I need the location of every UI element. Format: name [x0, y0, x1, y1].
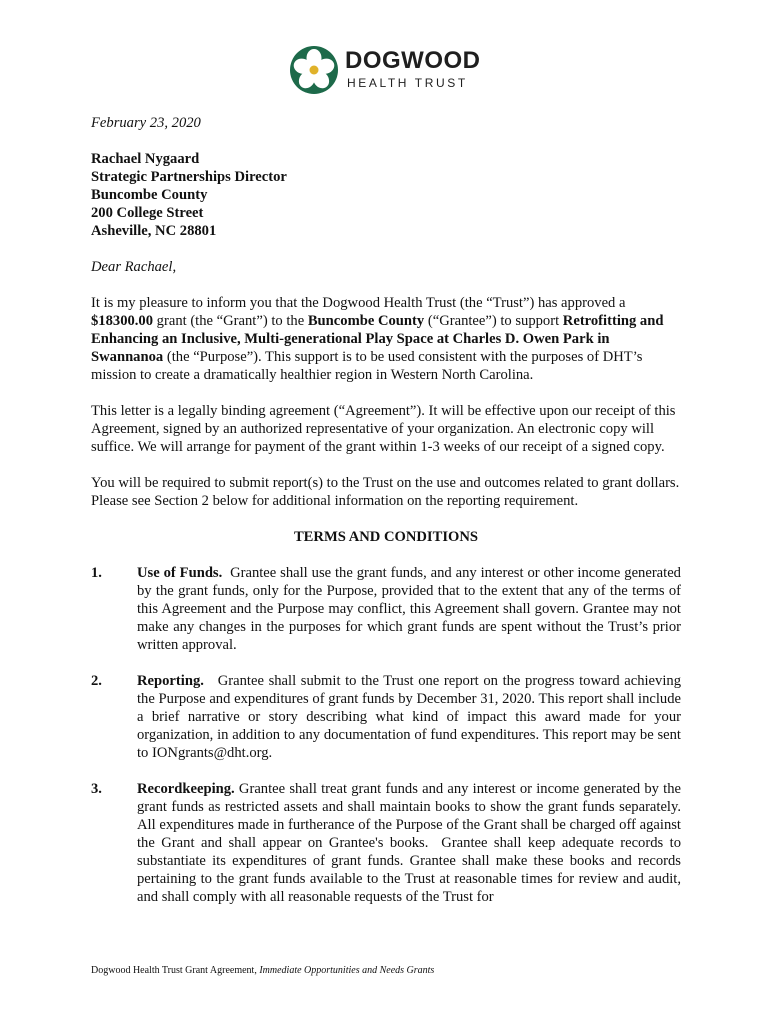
term-item [91, 564, 685, 654]
recipient-organization: Buncombe County [91, 187, 208, 203]
footer-program-name: Immediate Opportunities and Needs Grants [259, 965, 435, 976]
term-item [91, 672, 685, 762]
salutation: Dear Rachael, [91, 259, 177, 275]
logo-wordmark-line1: DOGWOOD [345, 47, 481, 74]
term-title: Recordkeeping. [137, 781, 235, 797]
paragraph-reporting: You will be required to submit report(s) to the Trust on the use and outcomes related to grant dollars. Please see Section 2 below for additional information on the reporting requirement. [91, 475, 680, 509]
dogwood-flower-icon [289, 45, 339, 95]
logo-wordmark-line2: HEALTH TRUST [347, 76, 468, 90]
letter-body [91, 112, 685, 906]
term-number: 2. [91, 673, 102, 689]
recipient-city: Asheville, NC 28801 [91, 223, 217, 239]
recipient-name: Rachael Nygaard [91, 151, 200, 167]
terms-heading: TERMS AND CONDITIONS [293, 529, 479, 545]
grant-purpose: Retrofitting and Enhancing an Inclusive, Multi-generational Play Space at Charles D. Owen Park in Swannanoa [91, 313, 664, 365]
term-number: 1. [91, 565, 102, 581]
award-text-4: (the “Purpose”). This support is to be used consistent with the purposes of DHT’s mission to create a dramatically healthier region in Western North Carolina. [91, 349, 643, 383]
page-footer [91, 965, 434, 976]
term-number: 3. [91, 781, 102, 797]
recipient-title: Strategic Partnerships Director [91, 169, 287, 185]
term-body [137, 780, 685, 906]
recipient-street: 200 College Street [91, 205, 204, 221]
footer-text: Dogwood Health Trust Grant Agreement, [91, 965, 260, 976]
term-body [137, 564, 685, 654]
term-text: Grantee shall use the grant funds, and any interest or other income generated by the grant funds, only for the Purpose, provided that to the extent that any of the terms of this Agreement and the Purpose may conflict, this Agreement shall govern. Grantee may not make any changes in the purposes for which grant funds are spent without the Trust’s prior written approval. [137, 565, 685, 653]
award-text-1: It is my pleasure to inform you that the Dogwood Health Trust (the “Trust”) has approved a [91, 295, 626, 311]
award-text-3: (“Grantee”) to support [424, 313, 563, 329]
term-item [91, 780, 685, 906]
term-title: Use of Funds. [137, 565, 223, 581]
grantee-name: Buncombe County [307, 313, 425, 329]
term-body [137, 672, 685, 762]
grant-amount: $18300.00 [91, 313, 154, 329]
letter-date: February 23, 2020 [91, 115, 201, 131]
award-text-2: grant (the “Grant”) to the [153, 313, 308, 329]
paragraph-agreement: This letter is a legally binding agreement (“Agreement”). It will be effective upon our receipt of this Agreement, signed by an authorized representative of your organization. An electronic copy will suffice. We will arrange for payment of the grant within 1-3 weeks of our receipt of a signed copy. [91, 403, 676, 455]
term-text: Grantee shall treat grant funds and any interest or income generated by the grant funds as restricted assets and shall maintain books to show the grant funds separately. All expenditures made in furtherance of the Purpose of the Grant shall be charged off against the Grant and shall appear on Grantee's books. Grantee shall keep adequate records to substantiate its expenditures of grant funds. Grantee shall make these books and records pertaining to the grant funds available to the Trust at reasonable times for review and audit, and shall comply with all reasonable requests of the Trust for [137, 781, 685, 905]
dogwood-logo [289, 44, 489, 100]
term-title: Reporting. [137, 673, 204, 689]
paragraph-award [91, 294, 681, 384]
recipient-address [91, 150, 681, 240]
term-text: Grantee shall submit to the Trust one report on the progress toward achieving the Purpose and expenditures of grant funds by December 31, 2020. This report shall include a brief narrative or story describing what kind of impact this award made for your organization, in addition to any documentation of fund expenditures. This report may be sent to IONgrants@dht.org. [137, 673, 685, 761]
